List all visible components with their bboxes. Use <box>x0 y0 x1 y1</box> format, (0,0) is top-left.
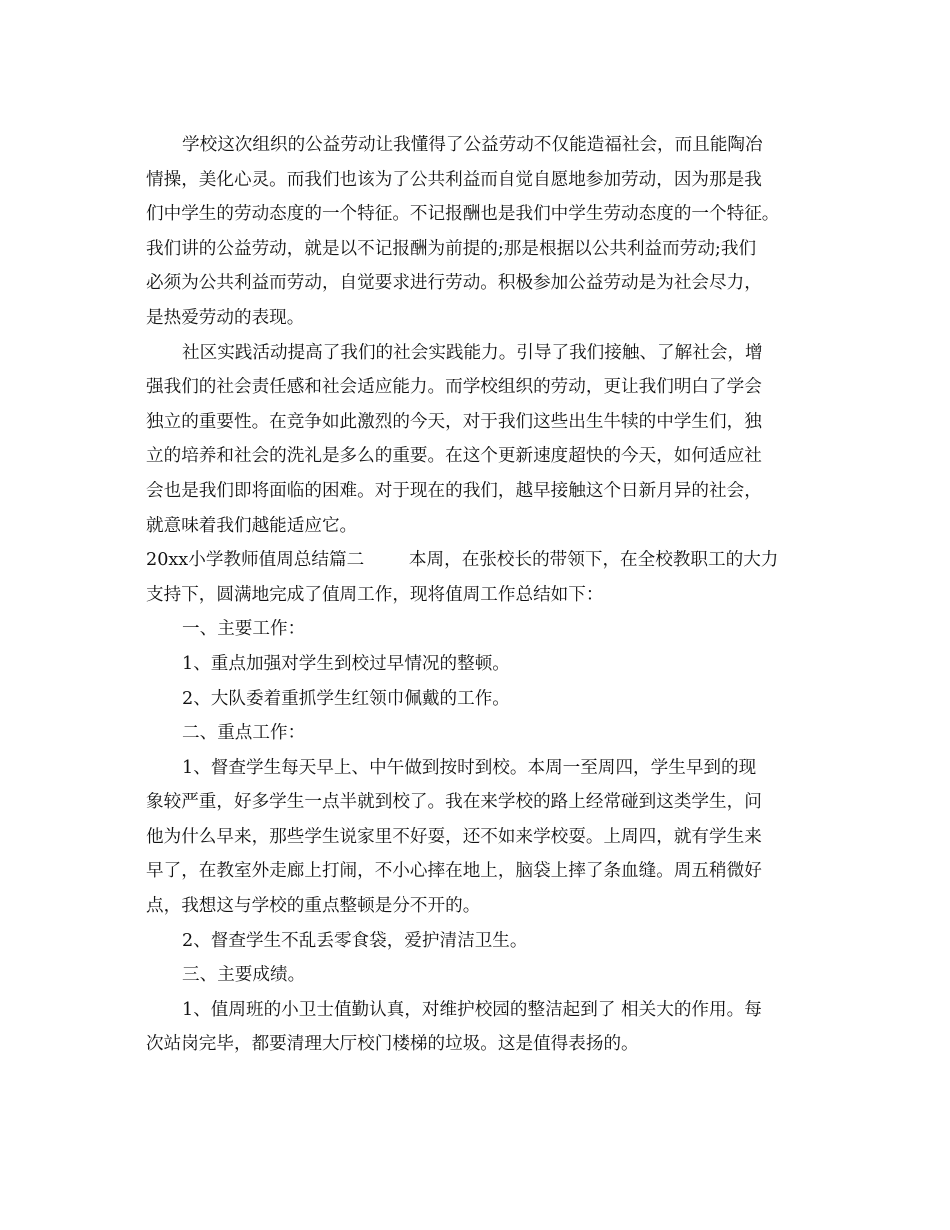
text-line: 点，我想这与学校的重点整顿是分不开的。 <box>146 896 481 917</box>
text-line: 一、主要工作： <box>182 619 306 640</box>
text-line: 20xx小学教师值周总结篇二 本周，在张校长的带领下，在全校教职工的大力 <box>146 550 779 571</box>
text-line: 象较严重，好多学生一点半就到校了。我在来学校的路上经常碰到这类学生，问 <box>146 792 762 813</box>
text-line: 必须为公共利益而劳动，自觉要求进行劳动。积极参加公益劳动是为社会尽力， <box>146 273 762 294</box>
text-line: 二、重点工作： <box>182 723 306 744</box>
text-line: 早了，在教室外走廊上打闹，不小心摔在地上，脑袋上摔了条血缝。周五稍微好 <box>146 861 762 882</box>
text-line: 1、重点加强对学生到校过早情况的整顿。 <box>182 653 510 674</box>
text-line: 他为什么早来，那些学生说家里不好耍，还不如来学校耍。上周四，就有学生来 <box>146 826 762 847</box>
text-line: 学校这次组织的公益劳动让我懂得了公益劳动不仅能造福社会，而且能陶冶 <box>182 135 763 155</box>
text-line: 三、主要成绩。 <box>182 965 306 986</box>
text-line: 2、大队委着重抓学生红领巾佩戴的工作。 <box>182 688 510 709</box>
text-line: 支持下，圆满地完成了值周工作，现将值周工作总结如下： <box>146 584 604 605</box>
text-line: 社区实践活动提高了我们的社会实践能力。引导了我们接触、了解社会，增 <box>182 342 763 363</box>
text-line: 2、督查学生不乱丢零食袋，爱护清洁卫生。 <box>182 930 528 951</box>
text-line: 会也是我们即将面临的困难。对于现在的我们，越早接触这个日新月异的社会， <box>146 480 762 501</box>
text-line: 1、值周班的小卫士值勤认真，对维护校园的整洁起到了 相关大的作用。每 <box>182 999 762 1020</box>
text-line: 强我们的社会责任感和社会适应能力。而学校组织的劳动，更让我们明白了学会 <box>146 377 762 398</box>
text-line: 1、督查学生每天早上、中午做到按时到校。本周一至周四，学生早到的现 <box>182 757 757 778</box>
text-line: 次站岗完毕，都要清理大厅校门楼梯的垃圾。这是值得表扬的。 <box>146 1034 639 1055</box>
text-line: 情操，美化心灵。而我们也该为了公共利益而自觉自愿地参加劳动，因为那是我 <box>146 169 762 190</box>
text-line: 立的培养和社会的洗礼是多么的重要。在这个更新速度超快的今天，如何适应社 <box>146 446 762 467</box>
text-line: 就意味着我们越能适应它。 <box>146 515 358 536</box>
text-line: 是热爱劳动的表现。 <box>146 307 305 328</box>
text-line: 独立的重要性。在竞争如此激烈的今天，对于我们这些出生牛犊的中学生们，独 <box>146 411 762 432</box>
document-body <box>146 128 812 1062</box>
text-line: 们中学生的劳动态度的一个特征。不记报酬也是我们中学生劳动态度的一个特征。 <box>146 204 780 225</box>
text-line: 我们讲的公益劳动，就是以不记报酬为前提的;那是根据以公共利益而劳动;我们 <box>146 238 757 259</box>
